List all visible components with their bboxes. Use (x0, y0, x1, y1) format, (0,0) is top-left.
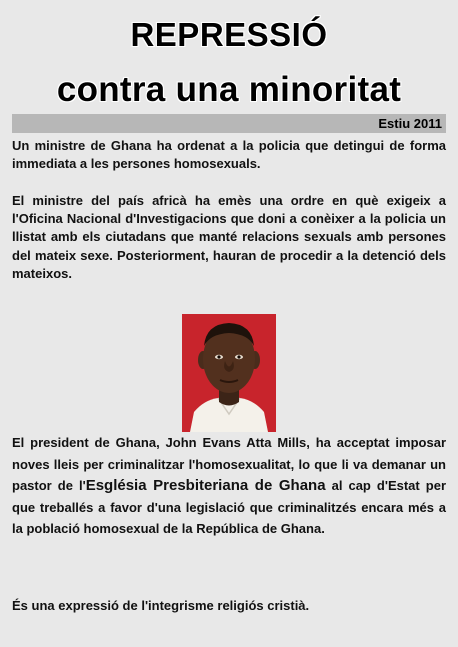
paragraph-3-text-start: El president de Ghana, John Evans Atta Mills, ha acceptat imposar noves lleis per criminalitzar l'homosexualitat, lo que li va demanar un pastor de l' (12, 435, 446, 493)
paragraph-4: És una expressió de l'integrisme religiós cristià. (12, 598, 310, 613)
church-name-emphasis: Església Presbiteriana de Ghana (85, 477, 326, 494)
date-bar (12, 114, 446, 133)
paragraph-3-text-end: al cap d'Estat per que treballés a favor d'una legislació que criminalitzés encara més a la població homosexual de la República de Ghana. (12, 478, 446, 536)
page-title-line-1: REPRESSIÓ (130, 16, 328, 53)
paragraph-1: Un ministre de Ghana ha ordenat a la policia que detingui de forma immediata a les persones homosexuals. (12, 138, 446, 172)
paragraph-2: El ministre del país africà ha emès una ordre en què exigeix a l'Oficina Nacional d'Investigacions que doni a conèixer a la policia un llistat amb els ciutadans que manté relacions sexuals amb persones del mateix sexe. Posteriorment, hauran de procedir a la detenció dels mateixos. (12, 193, 446, 281)
date-label: Estiu 2011 (378, 116, 442, 131)
portrait-illustration (182, 314, 276, 432)
paragraph-3 (12, 432, 446, 540)
portrait-photo (182, 314, 276, 432)
page-title-line-2: contra una minoritat (56, 70, 402, 109)
